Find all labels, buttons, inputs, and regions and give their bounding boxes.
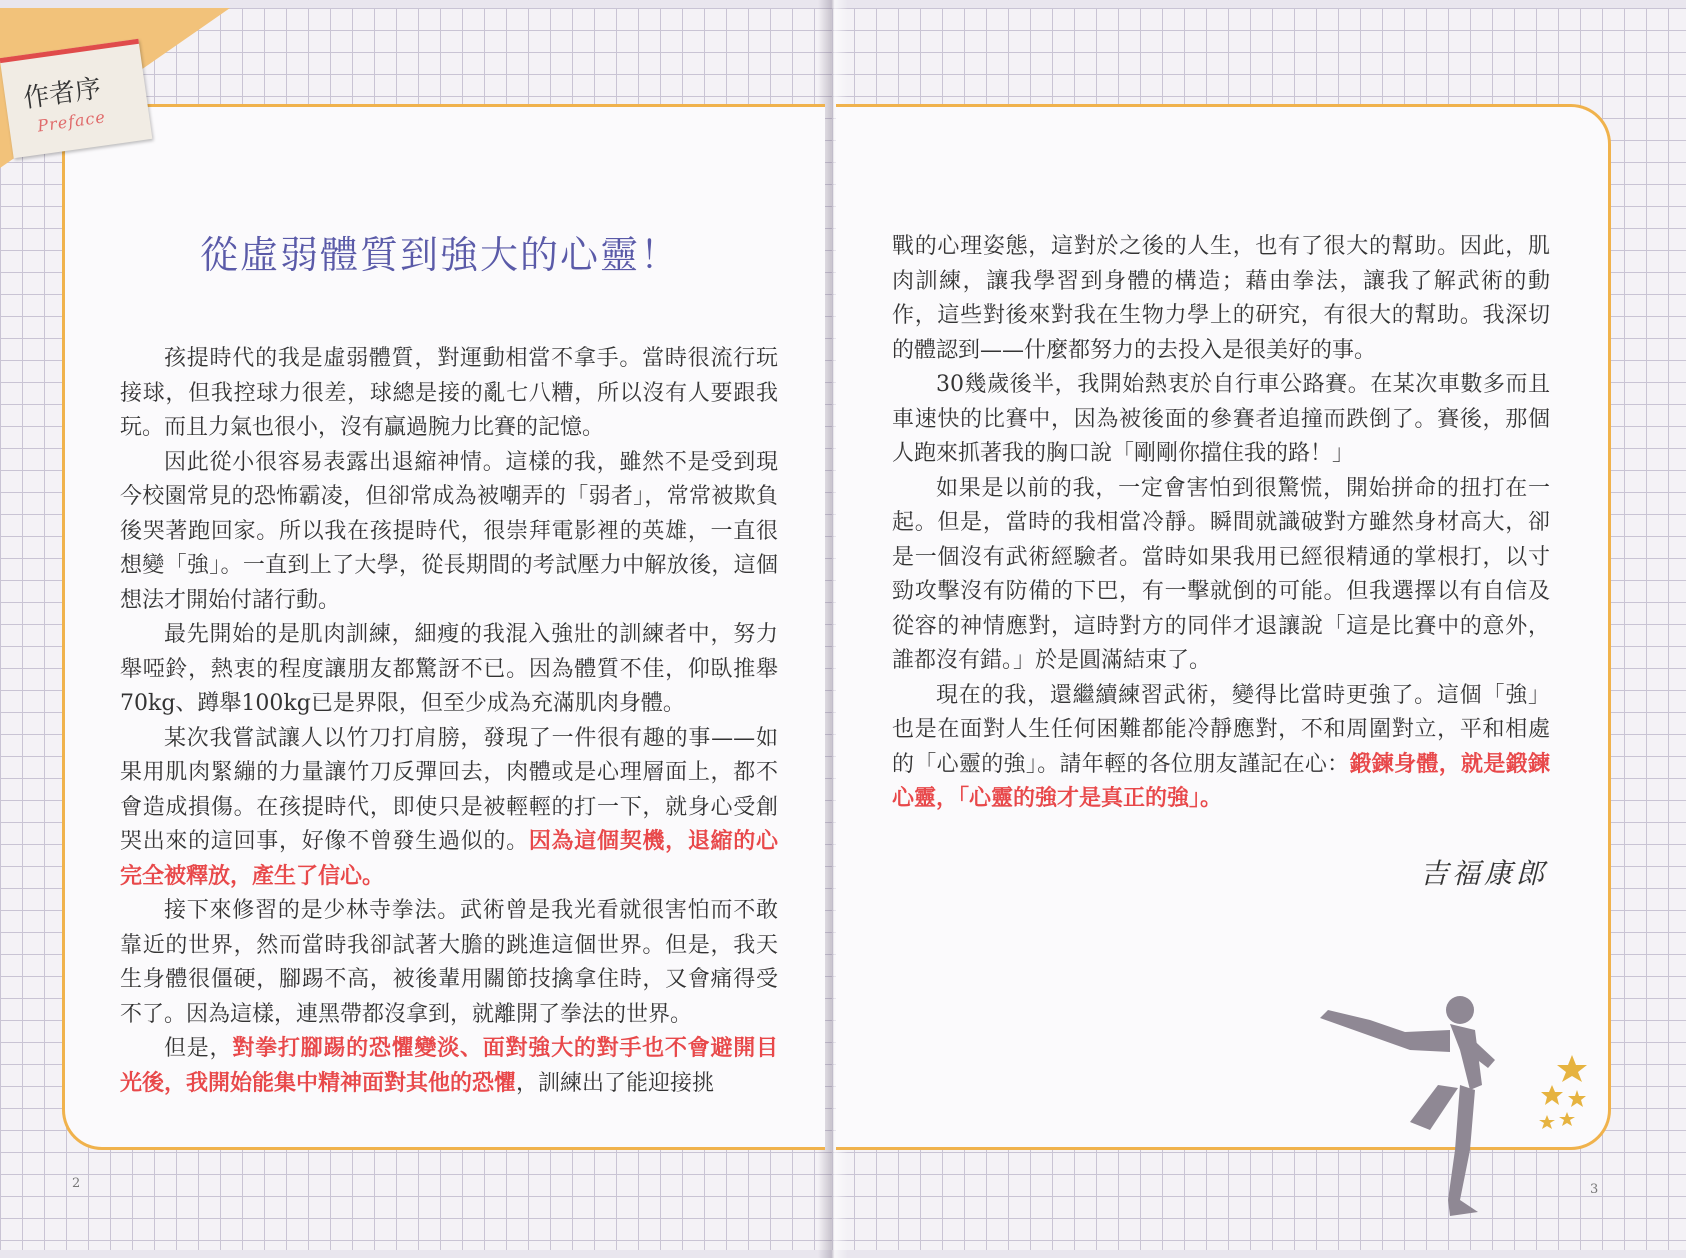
- paragraph: [892, 679, 1550, 817]
- paragraph: [120, 722, 778, 895]
- highlighted-text: 因為這個契機，退縮的心完全被釋放，產生了信心。: [120, 829, 778, 889]
- paragraph: [892, 472, 1550, 679]
- author-signature: 吉福康郎: [1420, 857, 1549, 890]
- section-tag-sublabel: Preface: [36, 107, 107, 136]
- paragraph: [120, 1032, 778, 1101]
- paragraph: [120, 342, 778, 446]
- body-text: 最先開始的是肌肉訓練，細瘦的我混入強壯的訓練者中，努力舉啞鈴，熱衷的程度讓朋友都驚訝不已。因為體質不佳，仰臥推舉70kg、蹲舉100kg已是界限，但至少成為充滿肌肉身體。: [120, 622, 778, 716]
- stars-decoration-icon: [1532, 1050, 1602, 1140]
- highlighted-text: 鍛鍊身體，就是鍛鍊心靈，「心靈的強才是真正的強」。: [892, 751, 1550, 811]
- body-text: 某次我嘗試讓人以竹刀打肩膀，發現了一件很有趣的事——如果用肌肉緊繃的力量讓竹刀反彈回去，肉體或是心理層面上，都不會造成損傷。在孩提時代，即使只是被輕輕的打一下，就身心受創哭出來的這回事，好像不曾發生過似的。: [120, 725, 778, 854]
- body-text: 如果是以前的我，一定會害怕到很驚慌，開始拼命的扭打在一起。但是，當時的我相當冷靜。瞬間就識破對方雖然身材高大，卻是一個沒有武術經驗者。當時如果我用已經很精通的掌根打，以寸勁攻擊沒有防備的下巴，有一擊就倒的可能。但我選擇以有自信及從容的神情應對，這時對方的同伴才退讓說「這是比賽中的意外，誰都沒有錯。」於是圓滿結束了。: [892, 475, 1550, 673]
- body-text: ，訓練出了能迎接挑: [516, 1070, 715, 1096]
- body-text: 30幾歲後半，我開始熱衷於自行車公路賽。在某次車數多而且車速快的比賽中，因為被後面的參賽者追撞而跌倒了。賽後，那個人跑來抓著我的胸口說「剛剛你擋住我的路！」: [892, 372, 1550, 466]
- body-text: 孩提時代的我是虛弱體質，對運動相當不拿手。當時很流行玩接球，但我控球力很差，球總是接的亂七八糟，所以沒有人要跟我玩。而且力氣也很小，沒有贏過腕力比賽的記憶。: [120, 346, 778, 440]
- body-text: 戰的心理姿態，這對於之後的人生，也有了很大的幫助。因此，肌肉訓練，讓我學習到身體的構造；藉由拳法，讓我了解武術的動作，這些對後來對我在生物力學上的研究，有很大的幫助。我深切的體認到——什麼都努力的去投入是很美好的事。: [892, 234, 1550, 363]
- paragraph: [120, 618, 778, 722]
- paragraph: [892, 368, 1550, 472]
- body-text: 接下來修習的是少林寺拳法。武術曾是我光看就很害怕而不敢靠近的世界，然而當時我卻試著大膽的跳進這個世界。但是，我天生身體很僵硬，腳踢不高，被後輩用關節技擒拿住時，又會痛得受不了。因為這樣，連黑帶都沒拿到，就離開了拳法的世界。: [120, 898, 778, 1027]
- page-number-left: 2: [72, 1176, 81, 1191]
- paragraph: [120, 446, 778, 619]
- highlighted-text: 對拳打腳踢的恐懼變淡、面對強大的對手也不會避開目光後，我開始能集中精神面對其他的恐懼: [120, 1036, 778, 1096]
- paragraph: [120, 894, 778, 1032]
- section-tag: [0, 39, 152, 159]
- body-text: 但是，: [164, 1036, 233, 1061]
- left-body-text: [120, 342, 778, 1101]
- page-title: 從虛弱體質到強大的心靈！: [199, 233, 680, 277]
- page-number-right: 3: [1590, 1182, 1599, 1197]
- right-body-text: [892, 230, 1550, 817]
- body-text: 因此從小很容易表露出退縮神情。這樣的我，雖然不是受到現今校園常見的恐怖霸凌，但卻常成為被嘲弄的「弱者」，常常被欺負後哭著跑回家。所以我在孩提時代，很崇拜電影裡的英雄，一直很想變「強」。一直到上了大學，從長期間的考試壓力中解放後，這個想法才開始付諸行動。: [120, 449, 778, 613]
- paragraph: [892, 230, 1550, 368]
- section-tag-label: 作者序: [21, 73, 103, 115]
- martial-artist-silhouette-icon: [1310, 990, 1510, 1220]
- body-text: 現在的我，還繼續練習武術，變得比當時更強了。這個「強」也是在面對人生任何困難都能冷靜應對，不和周圍對立，平和相處的「心靈的強」。請年輕的各位朋友謹記在心：: [892, 682, 1550, 777]
